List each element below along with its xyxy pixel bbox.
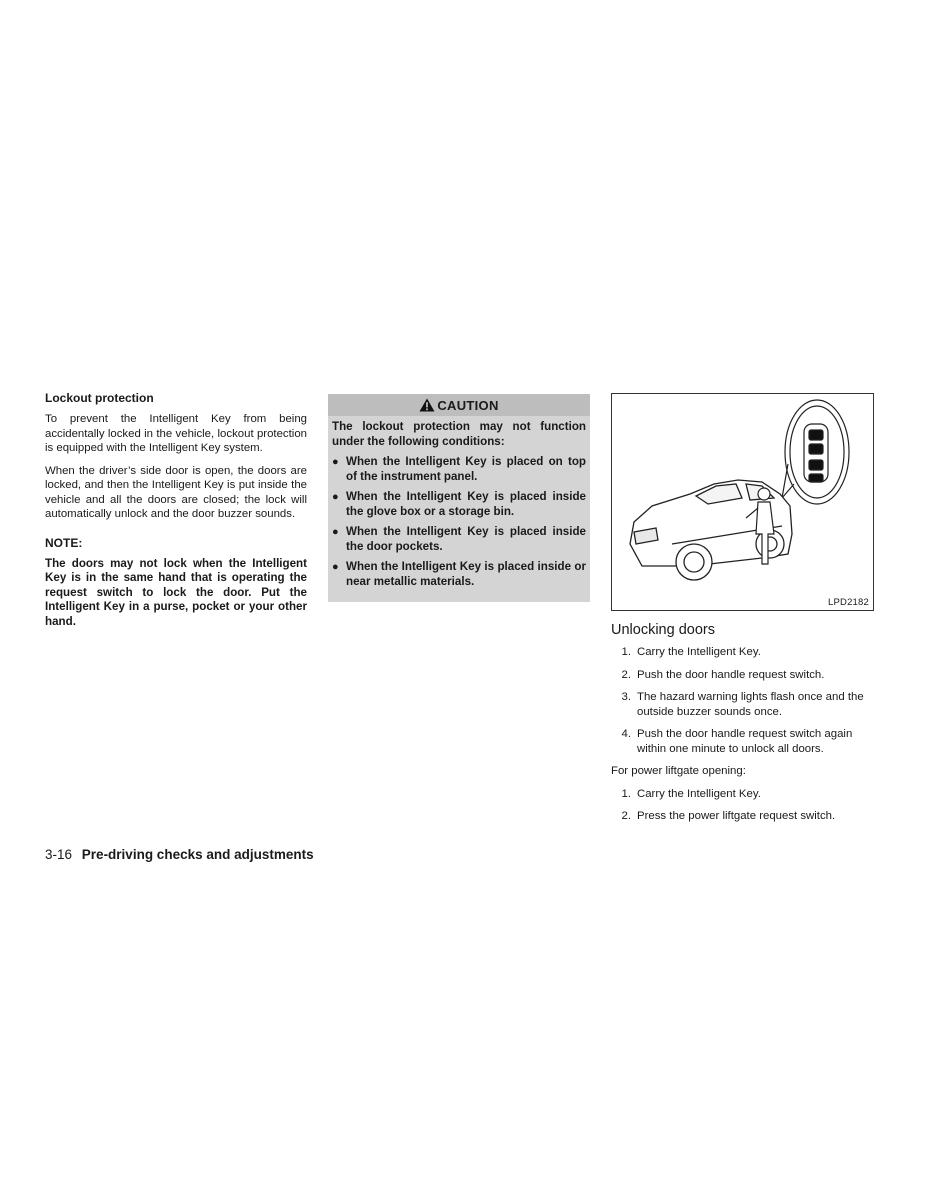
caution-intro: The lockout protection may not function under the following conditions: [332, 420, 586, 448]
caution-item [332, 490, 586, 519]
car-illustration [612, 394, 873, 610]
list-item [611, 809, 874, 824]
liftgate-steps [611, 787, 874, 824]
caution-item [332, 525, 586, 554]
step-text: Press the power liftgate request switch. [637, 810, 836, 822]
step-number: 4. [621, 728, 631, 740]
section-heading-lockout: Lockout protection [45, 391, 154, 405]
caution-item [332, 560, 586, 589]
caution-item-text: When the Intelligent Key is placed inside the glove box or a storage bin. [346, 490, 586, 518]
bullet-icon: ● [332, 526, 339, 538]
caution-header [328, 394, 590, 416]
caution-body [328, 416, 590, 589]
left-column [45, 391, 307, 629]
caution-column [328, 394, 590, 602]
step-text: Push the door handle request switch. [637, 668, 825, 681]
figure-label: LPD2182 [827, 597, 869, 608]
step-number: 3. [621, 691, 631, 703]
page-footer [45, 847, 314, 862]
step-number: 1. [621, 787, 631, 800]
caution-box [328, 394, 590, 602]
bullet-icon: ● [332, 491, 339, 503]
note-title: NOTE: [45, 535, 83, 550]
list-item [611, 690, 874, 719]
key-fob-icon [782, 400, 849, 504]
section-title-unlocking: Unlocking doors [611, 622, 715, 638]
illustration-figure [611, 393, 874, 611]
page-number: 3-16 [45, 847, 73, 862]
step-number: 1. [621, 646, 631, 658]
bullet-icon: ● [332, 561, 339, 573]
warning-icon [419, 398, 435, 412]
list-item [611, 645, 874, 660]
step-text: Carry the Intelligent Key. [637, 646, 761, 658]
paragraph-1: To prevent the Intelligent Key from being accidentally locked in the vehicle, lockout protection is equipped with the Intelligent Key system. [45, 413, 307, 454]
list-item [611, 668, 874, 683]
paragraph-2: When the driver’s side door is open, the doors are locked, and then the Intelligent Key is put inside the vehicle and all the doors are closed; the lock will automatically unlock and the door buzzer sounds. [45, 464, 307, 520]
bullet-icon: ● [332, 456, 339, 468]
liftgate-intro: For power liftgate opening: [611, 765, 746, 777]
list-item [611, 727, 874, 756]
step-text: Push the door handle request switch again within one minute to unlock all doors. [637, 728, 853, 755]
right-column [611, 393, 874, 832]
step-number: 2. [621, 810, 631, 822]
caution-item-text: When the Intelligent Key is placed inside the door pockets. [346, 525, 586, 553]
caution-item-text: When the Intelligent Key is placed on top of the instrument panel. [346, 455, 586, 483]
step-number: 2. [621, 668, 631, 681]
caution-title: CAUTION [437, 397, 499, 413]
caution-item-text: When the Intelligent Key is placed inside or near metallic materials. [346, 560, 586, 588]
step-text: The hazard warning lights flash once and the outside buzzer sounds once. [637, 691, 864, 718]
caution-item [332, 455, 586, 484]
list-item [611, 787, 874, 802]
unlock-steps [611, 645, 874, 756]
note-text: The doors may not lock when the Intelligent Key is in the same hand that is operating the request switch to lock the door. Put the Intelligent Key in a purse, pocket or your other hand. [45, 556, 307, 628]
chapter-title: Pre-driving checks and adjustments [81, 847, 314, 862]
step-text: Carry the Intelligent Key. [637, 787, 761, 800]
